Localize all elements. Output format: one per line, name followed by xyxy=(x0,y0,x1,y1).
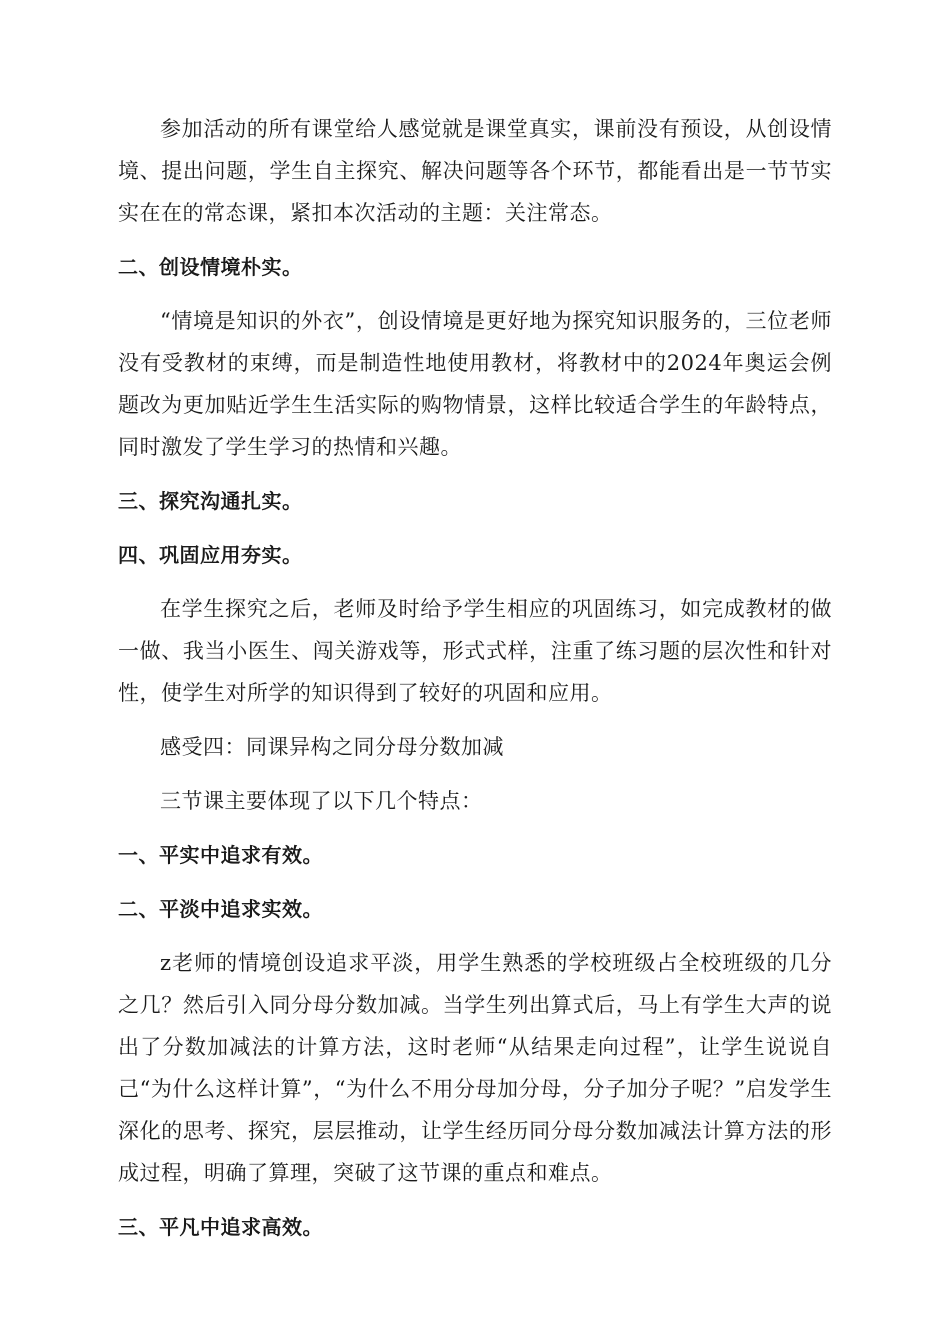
paragraph-practice: 在学生探究之后，老师及时给予学生相应的巩固练习，如完成教材的做一做、我当小医生、闯关游戏等，形式式样，注重了练习题的层次性和针对性，使学生对所学的知识得到了较好的巩固和应用。 xyxy=(118,597,832,705)
paragraph-teacher-z: z老师的情境创设追求平淡，用学生熟悉的学校班级占全校班级的几分之几？然后引入同分母分数加减。当学生列出算式后，马上有学生大声的说出了分数加减法的计算方法，这时老师“从结果走向过程”，让学生说说自己“为什么这样计算”，“为什么不用分母加分母，分子加分子呢？”启发学生深化的思考、探究，层层推动，让学生经历同分母分数加减法计算方法的形成过程，明确了算理，突破了这节课的重点和难点。 xyxy=(118,951,832,1185)
document-page xyxy=(118,108,832,1248)
heading-practical-effect: 二、平淡中追求实效。 xyxy=(118,897,323,921)
heading-situation-simple: 二、创设情境朴实。 xyxy=(118,255,303,279)
heading-consolidate: 四、巩固应用夯实。 xyxy=(118,543,303,567)
heading-effective: 一、平实中追求有效。 xyxy=(118,843,323,867)
heading-high-efficiency: 三、平凡中追求高效。 xyxy=(118,1215,323,1239)
paragraph-feeling-four: 感受四：同课异构之同分母分数加减 xyxy=(160,735,504,759)
heading-explore-solid: 三、探究沟通扎实。 xyxy=(118,489,303,513)
paragraph-situation: “情境是知识的外衣”，创设情境是更好地为探究知识服务的，三位老师没有受教材的束缚，而是制造性地使用教材，将教材中的2024年奥运会例题改为更加贴近学生生活实际的购物情景，这样比较适合学生的年龄特点，同时激发了学生学习的热情和兴趣。 xyxy=(118,309,832,459)
paragraph-features-intro: 三节课主要体现了以下几个特点： xyxy=(160,789,483,813)
paragraph-classroom-reality: 参加活动的所有课堂给人感觉就是课堂真实，课前没有预设，从创设情境、提出问题，学生自主探究、解决问题等各个环节，都能看出是一节节实实在在的常态课，紧扣本次活动的主题：关注常态。 xyxy=(118,117,832,225)
